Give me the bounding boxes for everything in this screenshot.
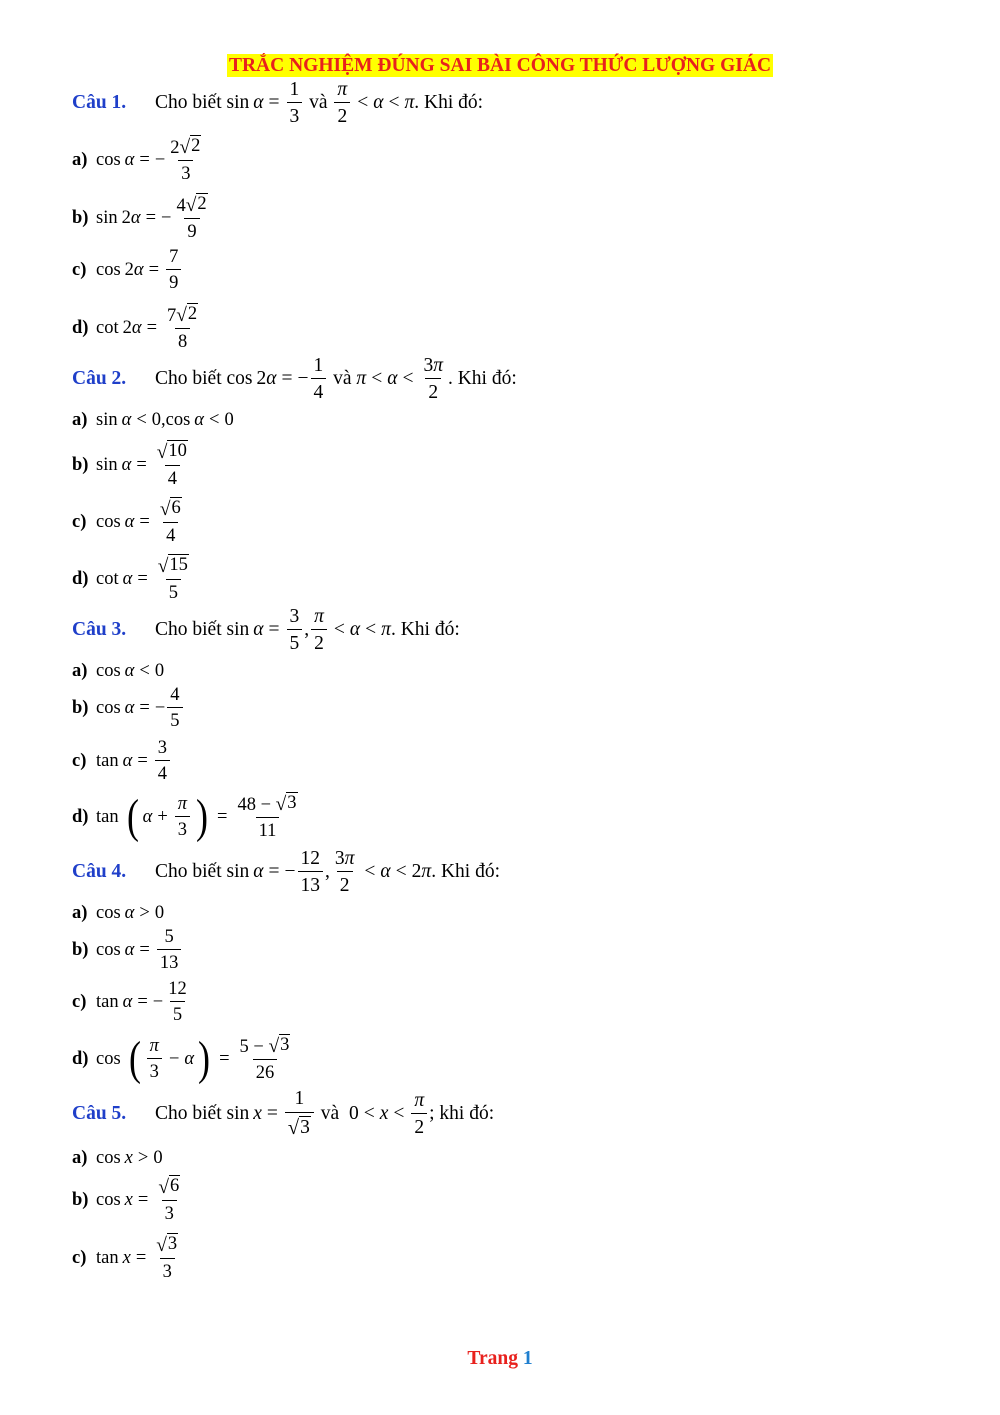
math-expression: cos α < 0 (96, 660, 165, 681)
math-expression: cos x > 0 (96, 1147, 163, 1168)
question-1-option-c: c) cos 2 α = $\frac{7}{9}$ (72, 245, 183, 295)
question-2-option-a: a) sin α < 0, cos α < 0 (72, 409, 234, 430)
question-text: Cho biết sin α = − $\frac{12}{13}$ , $\frac{3\pi}{2}$ < α < 2 π . Khi đó: (155, 847, 500, 896)
question-4-option-c: c) tan α = − $\frac{12}{5}$ (72, 977, 192, 1027)
math-expression: cos α = √ 6 4 (96, 498, 181, 547)
question-3-header (72, 605, 460, 654)
math-expression: sin α = − $\frac{12}{13}$ , $\frac{3\pi}{2}$ < α < 2 π (226, 847, 432, 896)
question-label: Câu 2. (72, 368, 127, 389)
question-1-option-b: b) sin 2 α = − 4 √ 2 9 (72, 193, 213, 243)
math-expression: sin α = $\frac{3}{5}$ , $\frac{\pi}{2}$ < α < π (226, 605, 391, 654)
question-label: Câu 3. (72, 619, 127, 640)
question-2-option-c: c) cos α = √ 6 4 (72, 497, 187, 547)
math-expression: cos x = √ 6 3 (96, 1176, 180, 1225)
question-label: Câu 4. (72, 861, 127, 882)
math-expression: tan x = √ 3 3 (96, 1234, 178, 1283)
question-label: Câu 5. (72, 1103, 127, 1124)
math-expression: cos 2 α = − $\frac{1}{4}$ và π < α < $\frac{3\pi}{2}$ (226, 354, 443, 403)
question-3-option-a: a) cos α < 0 (72, 660, 165, 681)
question-text: Cho biết sin α = $\frac{1}{3}$ và $\frac{\pi}{2}$ < α < π . Khi đó: (155, 78, 484, 127)
page-number: 1 (522, 1348, 533, 1369)
question-4-option-a: a) cos α > 0 (72, 902, 165, 923)
question-2-header (72, 354, 517, 403)
question-5-header (72, 1088, 495, 1140)
math-expression: cos α = $\frac{5}{13}$ (96, 927, 183, 974)
math-expression: tan ( α + $\frac{\pi}{3}$ ) = 48 − √ 3 11 (96, 790, 297, 843)
question-text: Cho biết cos 2 α = − $\frac{1}{4}$ và π < α < $\frac{3\pi}{2}$ . Khi đó: (155, 354, 517, 403)
question-5-option-b: b) cos x = √ 6 3 (72, 1175, 185, 1225)
question-1-option-d: d) cot 2 α = 7 √ 2 8 (72, 303, 203, 353)
math-expression: sin α = $\frac{1}{3}$ và $\frac{\pi}{2}$ < α < π (226, 78, 415, 127)
question-3-option-d: d) tan ( α + $\frac{\pi}{3}$ ) = 48 − √ 3 11 (72, 792, 303, 842)
math-expression: sin α = √ 10 4 (96, 441, 187, 490)
math-expression: cos α = − $\frac{4}{5}$ (96, 685, 185, 732)
page-label: Trang (467, 1348, 518, 1369)
math-expression: cos α > 0 (96, 902, 165, 923)
question-text: Cho biết sin α = $\frac{3}{5}$ , $\frac{\pi}{2}$ < α < π . Khi đó: (155, 605, 460, 654)
math-expression: tan α = − $\frac{12}{5}$ (96, 978, 187, 1025)
question-1-option-a: a) cos α = − 2 √ 2 3 (72, 135, 206, 185)
question-1-header (72, 78, 484, 127)
page-footer (0, 1348, 1000, 1370)
math-expression: cot α = √ 15 5 (96, 555, 188, 604)
question-4-header (72, 847, 500, 896)
question-3-option-b: b) cos α = − $\frac{4}{5}$ (72, 683, 185, 733)
question-text: Cho biết sin x = 1 √ 3 và 0 < x < $\frac{\pi}{2}$ ; khi đó: (155, 1088, 495, 1140)
math-expression: sin x = 1 √ 3 và 0 < x < $\frac{\pi}{2}$ (227, 1088, 430, 1140)
math-expression: cos ( $\frac{\pi}{3}$ − α ) = 5 − √ 3 26 (96, 1032, 290, 1085)
math-expression: cos α = − 2 √ 2 3 (96, 136, 201, 185)
math-expression: cot 2 α = 7 √ 2 8 (96, 304, 198, 353)
question-5-option-c: c) tan x = √ 3 3 (72, 1233, 183, 1283)
question-3-option-c: c) tan α = $\frac{3}{4}$ (72, 736, 172, 786)
math-expression: cos 2 α = $\frac{7}{9}$ (96, 247, 183, 294)
math-expression: tan α = $\frac{3}{4}$ (96, 738, 172, 785)
question-4-option-b: b) cos α = $\frac{5}{13}$ (72, 925, 183, 975)
math-expression: sin α < 0, cos α < 0 (96, 409, 234, 430)
question-2-option-d: d) cot α = √ 15 5 (72, 554, 194, 604)
document-title: TRẮC NGHIỆM ĐÚNG SAI BÀI CÔNG THỨC LƯỢNG GIÁC (228, 55, 772, 76)
question-2-option-b: b) sin α = √ 10 4 (72, 440, 193, 490)
question-5-option-a: a) cos x > 0 (72, 1147, 163, 1168)
question-4-option-d: d) cos ( $\frac{\pi}{3}$ − α ) = 5 − √ 3 26 (72, 1034, 295, 1084)
question-label: Câu 1. (72, 92, 127, 113)
math-expression: sin 2 α = − 4 √ 2 9 (96, 194, 207, 243)
